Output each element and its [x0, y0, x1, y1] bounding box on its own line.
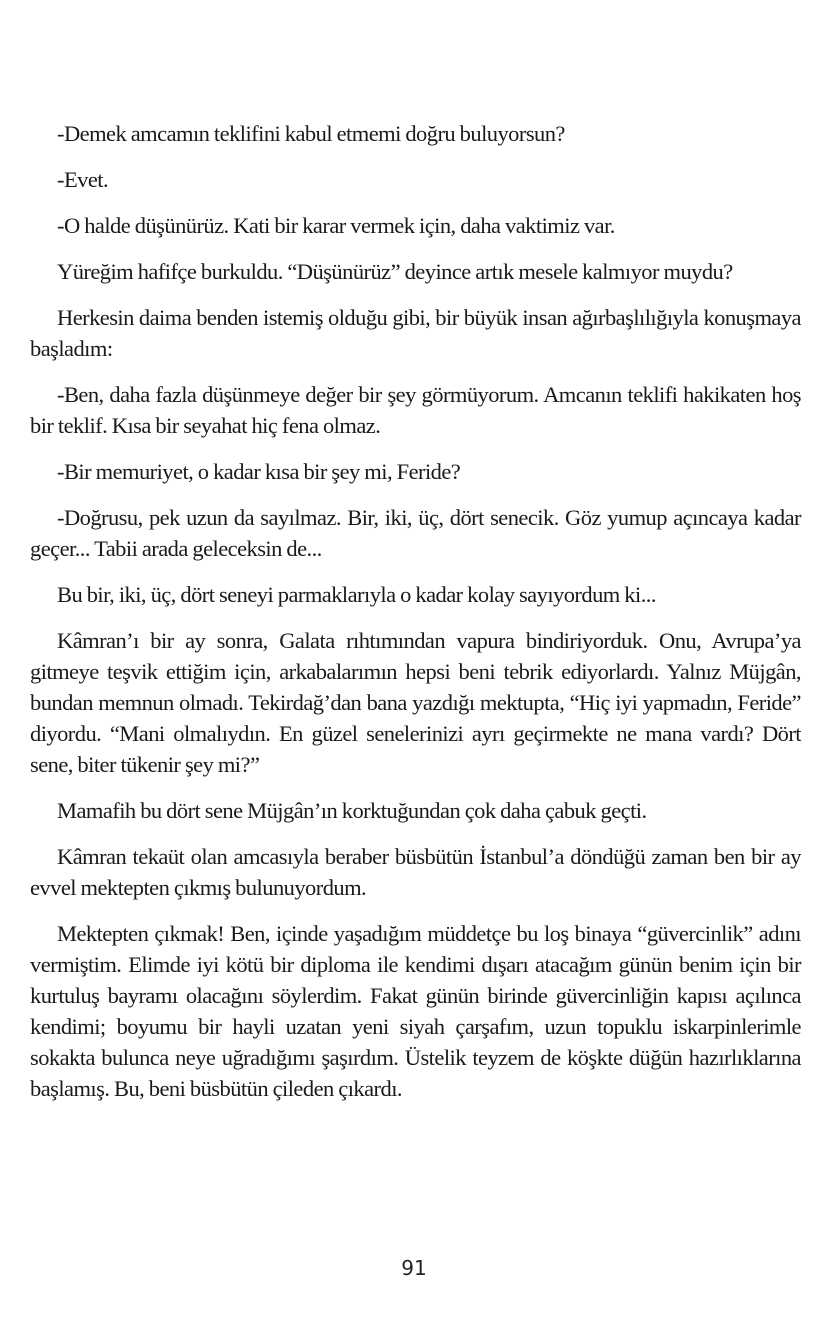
page-body	[30, 118, 801, 1119]
paragraph: Kâmran tekaüt olan amcasıyla beraber büsbütün İstanbul’a döndüğü zaman ben bir ay evvel mektepten çıkmış bulunuyordum.	[30, 844, 801, 900]
paragraph: -Bir memuriyet, o kadar kısa bir şey mi, Feride?	[57, 459, 461, 484]
paragraph: -Evet.	[57, 167, 109, 192]
paragraph: Yüreğim hafifçe burkuldu. “Düşünürüz” deyince artık mesele kalmıyor muydu?	[57, 259, 733, 284]
paragraph: Kâmran’ı bir ay sonra, Galata rıhtımından vapura bindiriyorduk. Onu, Avrupa’ya gitmeye teşvik ettiğim için, arkabalarımın hepsi beni tebrik ediyorlardı. Yalnız Müjgân, bundan memnun olmadı. Tekirdağ’dan bana yazdığı mektupta, “Hiç iyi yapmadın, Feride” diyordu. “Mani olmalıydın. En güzel senelerinizi ayrı geçirmekte ne mana vardı? Dört sene, biter tükenir şey mi?”	[30, 628, 801, 777]
paragraph: -O halde düşünürüz. Kati bir karar vermek için, daha vaktimiz var.	[57, 213, 615, 238]
paragraph: Bu bir, iki, üç, dört seneyi parmaklarıyla o kadar kolay sayıyordum ki...	[57, 582, 656, 607]
paragraph: -Ben, daha fazla düşünmeye değer bir şey görmüyorum. Amcanın teklifi hakikaten hoş bir teklif. Kısa bir seyahat hiç fena olmaz.	[30, 382, 801, 438]
paragraph: Herkesin daima benden istemiş olduğu gibi, bir büyük insan ağırbaşlılığıyla konuşmaya başladım:	[30, 305, 801, 361]
paragraph: -Demek amcamın teklifini kabul etmemi doğru buluyorsun?	[57, 121, 565, 146]
paragraph: Mamafih bu dört sene Müjgân’ın korktuğundan çok daha çabuk geçti.	[57, 798, 647, 823]
paragraph: Mektepten çıkmak! Ben, içinde yaşadığım müddetçe bu loş binaya “güvercinlik” adını vermiştim. Elimde iyi kötü bir diploma ile kendimi dışarı atacağım günün benim için bir kurtuluş bayramı olacağını söylerdim. Fakat günün birinde güvercinliğin kapısı açılınca kendimi; boyumu bir hayli uzatan yeni siyah çarşafım, uzun topuklu iskarpinlerimle sokakta bulunca neye uğradığımı şaşırdım. Üstelik teyzem de köşkte düğün hazırlıklarına başlamış. Bu, beni büsbütün çileden çıkardı.	[30, 921, 801, 1101]
page-number: 91	[401, 1256, 427, 1280]
paragraph: -Doğrusu, pek uzun da sayılmaz. Bir, iki, üç, dört senecik. Göz yumup açıncaya kadar geçer... Tabii arada geleceksin de...	[30, 505, 801, 561]
